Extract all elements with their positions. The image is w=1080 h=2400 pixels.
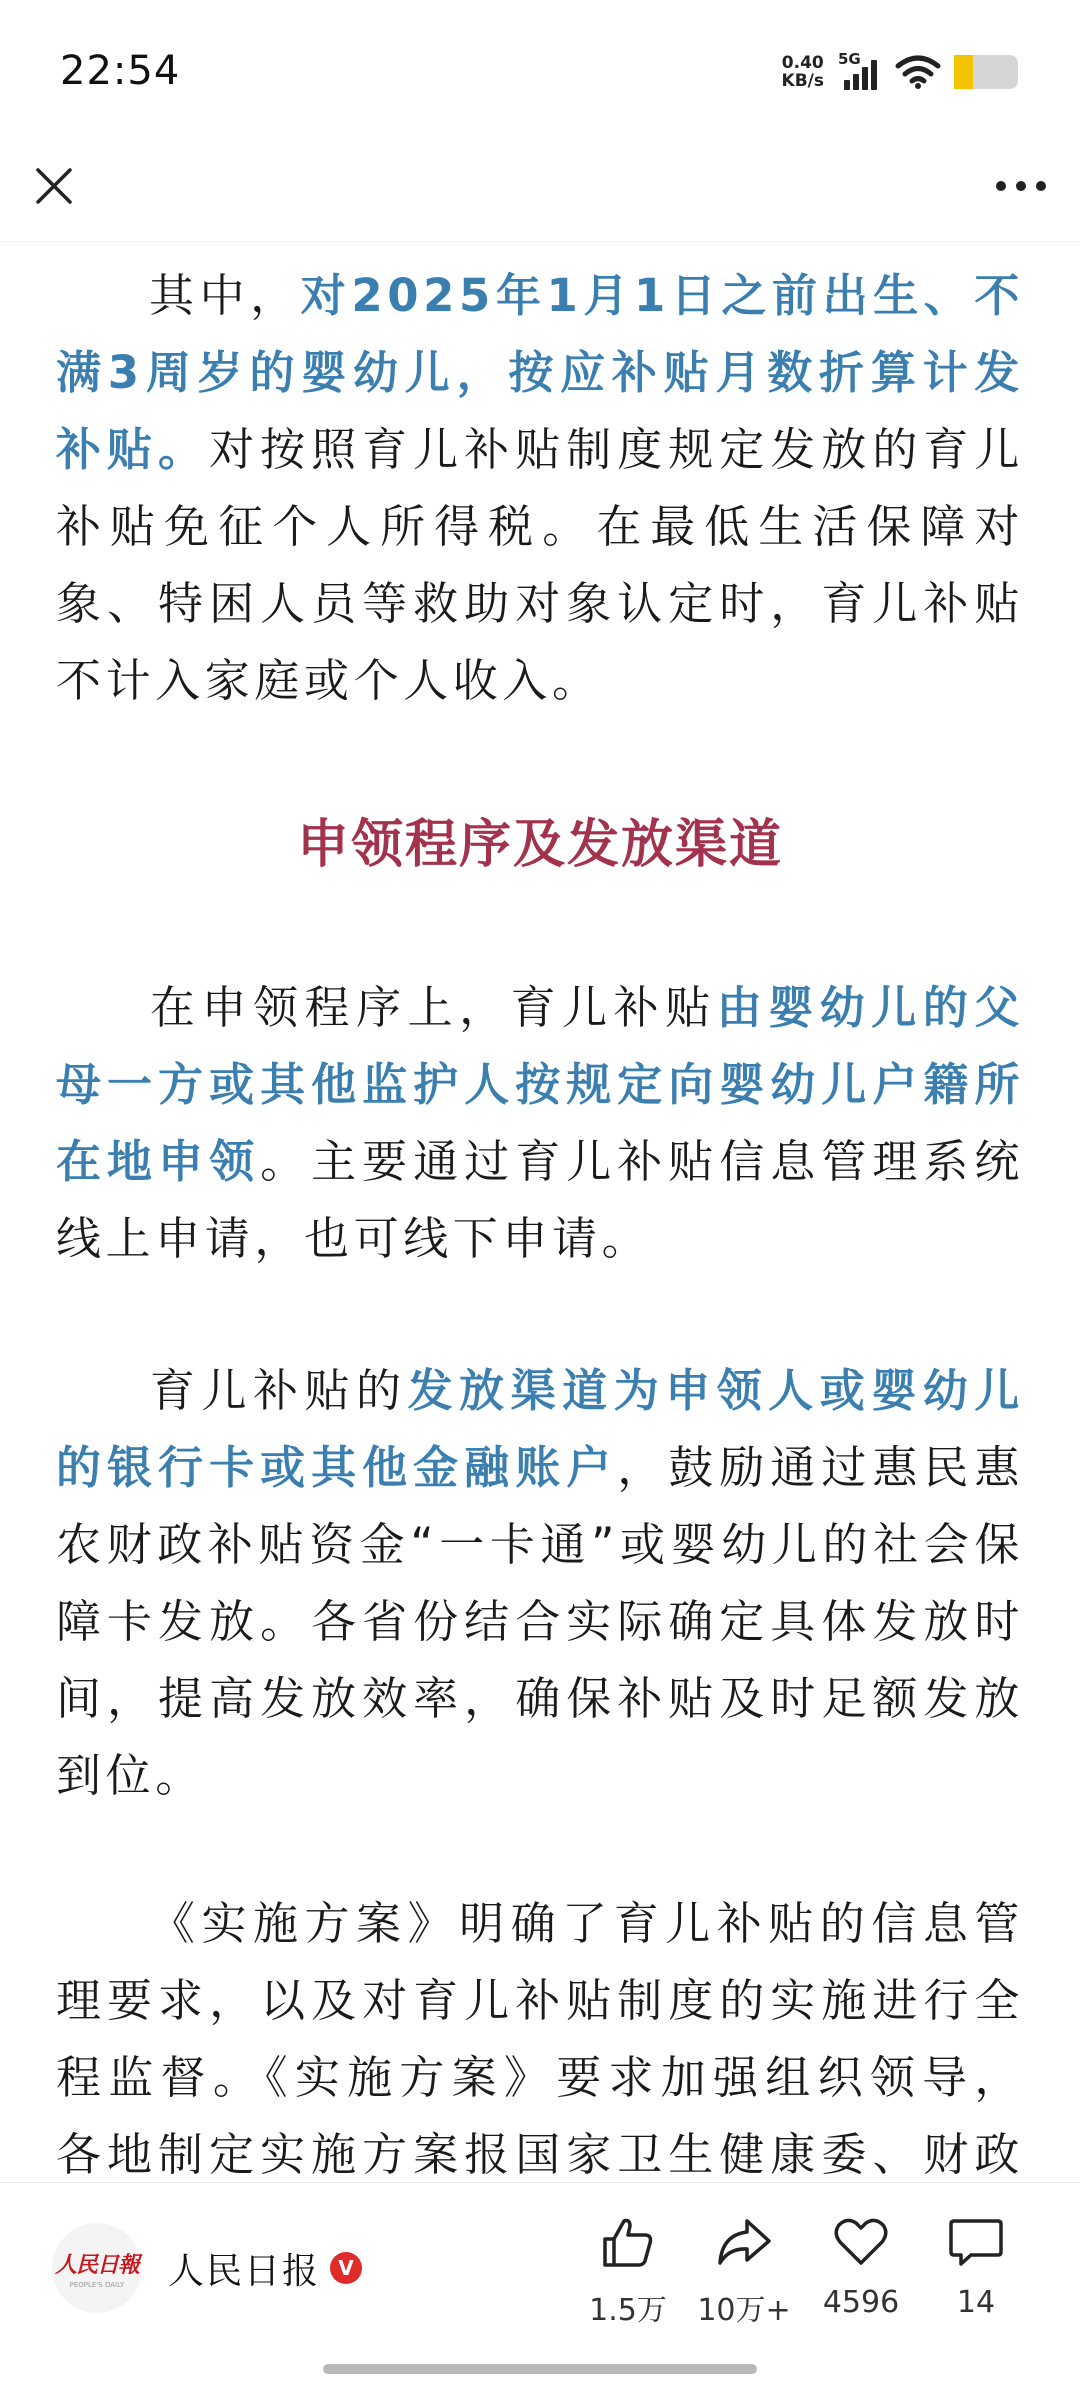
- top-nav: [0, 140, 1080, 242]
- paragraph-1-highlight: 对2025年1月1日之前出生、不满3周岁的婴幼儿，按应补贴月数折算计发补贴。: [56, 269, 1024, 476]
- article-paragraph-2: [56, 969, 1024, 1277]
- network-speed: [782, 54, 824, 90]
- author-info[interactable]: [52, 2223, 362, 2313]
- comment-icon: [947, 2213, 1005, 2271]
- article-paragraph-1: [56, 257, 1024, 719]
- author-logo-text: 人民日報: [54, 2251, 139, 2278]
- share-icon: [715, 2213, 773, 2271]
- share-button[interactable]: [684, 2213, 804, 2329]
- close-button[interactable]: [28, 160, 80, 212]
- author-logo-subtext: PEOPLE'S DAILY: [69, 2280, 125, 2289]
- paragraph-3-lead: 育儿补贴的: [148, 1364, 408, 1417]
- paragraph-1-text: 对按照育儿补贴制度规定发放的育儿补贴免征个人所得税。在最低生活保障对象、特困人员等救助对象认定时，育儿补贴不计入家庭或个人收入。: [56, 423, 1024, 707]
- network-speed-value: 0.40: [781, 53, 824, 73]
- status-time: 22:54: [60, 48, 181, 94]
- network-speed-unit: KB/s: [781, 71, 824, 91]
- status-indicators: [782, 50, 1018, 94]
- paragraph-3-text: ，鼓励通过惠民惠农财政补贴资金“一卡通”或婴幼儿的社会保障卡发放。各省份结合实际确定具体发放时间，提高发放效率，确保补贴及时足额发放到位。: [56, 1441, 1024, 1802]
- comment-button[interactable]: [916, 2213, 1036, 2320]
- paragraph-3-highlight: 发放渠道为申领人或婴幼儿的银行卡或其他金融账户: [56, 1364, 1024, 1494]
- author-avatar[interactable]: [52, 2223, 142, 2313]
- paragraph-1-lead: 其中，: [148, 269, 301, 322]
- article-body: [56, 242, 1024, 2182]
- favorite-count: 4596: [822, 2285, 900, 2320]
- section-title: 申领程序及发放渠道: [296, 815, 783, 875]
- share-count: 10万+: [697, 2293, 791, 2328]
- signal-type-label: 5G: [838, 50, 861, 68]
- paragraph-2-text: 。主要通过育儿补贴信息管理系统线上申请，也可线下申请。: [56, 1135, 1024, 1265]
- battery-level: [954, 55, 973, 89]
- home-indicator[interactable]: [323, 2364, 757, 2374]
- paragraph-4-text: 《实施方案》明确了育儿补贴的信息管理要求，以及对育儿补贴制度的实施进行全程监督。《实施方案》要求加强组织领导，各地制定实施方案报国家卫生健康委、财政: [56, 1897, 1024, 2181]
- wifi-icon: [896, 54, 940, 90]
- paragraph-2-highlight: 由婴幼儿的父母一方或其他监护人按规定向婴幼儿户籍所在地申领: [56, 981, 1024, 1188]
- paragraph-2-lead: 在申领程序上，育儿补贴: [148, 981, 717, 1034]
- cellular-signal-icon: [838, 52, 882, 92]
- status-bar: [0, 0, 1080, 140]
- like-count: 1.5万: [589, 2293, 667, 2328]
- comment-count: 14: [956, 2285, 996, 2320]
- article-paragraph-3: [56, 1352, 1024, 1814]
- more-icon: [995, 180, 1047, 192]
- author-name[interactable]: 人民日报: [168, 2250, 321, 2292]
- heart-icon: [832, 2213, 890, 2271]
- thumbs-up-icon: [599, 2213, 657, 2271]
- battery-icon: [954, 55, 1018, 89]
- favorite-button[interactable]: [801, 2213, 921, 2320]
- like-button[interactable]: [568, 2213, 688, 2329]
- close-icon: [34, 166, 74, 206]
- more-button[interactable]: [990, 160, 1052, 212]
- verified-badge-icon: V: [330, 2252, 362, 2284]
